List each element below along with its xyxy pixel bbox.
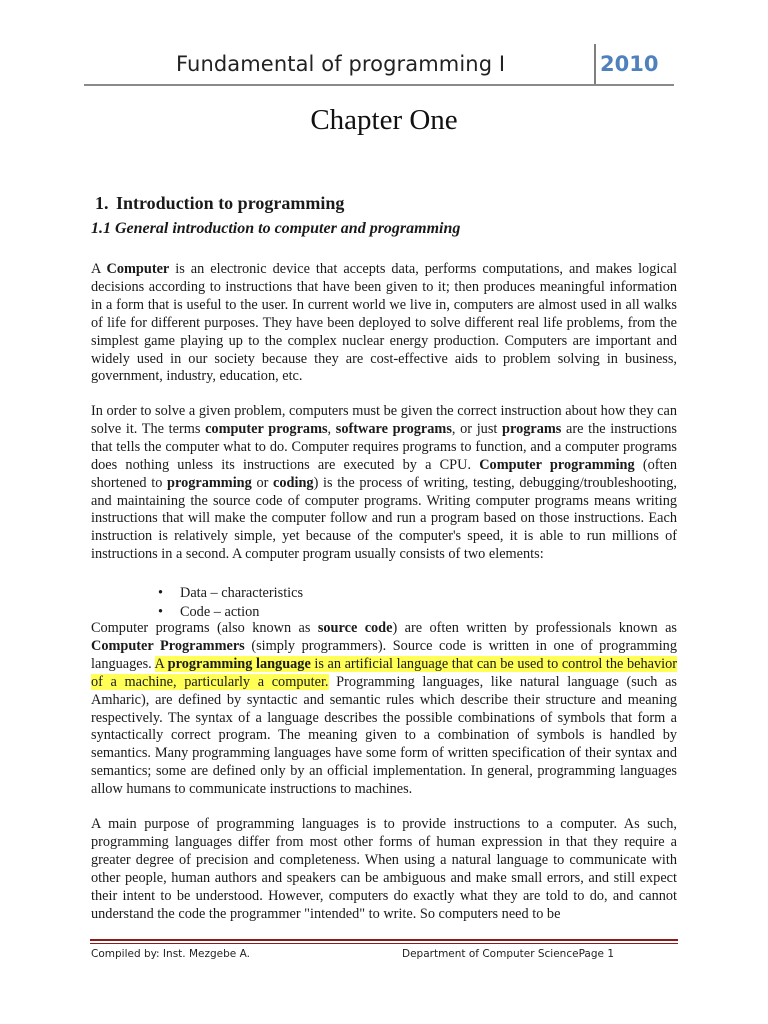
bold-term: programming language: [167, 655, 311, 672]
chapter-title: Chapter One: [310, 104, 458, 136]
paragraph-purpose: A main purpose of programming languages is to provide instructions to a computer. As such, programming languages differ from most other forms of human expression in that they require a greater degree of precision and completeness. When using a natural language to communicate with other people, human authors and speakers can be ambiguous and make small errors, and still expect their intent to be understood. However, computers do exactly what they are told to do, and cannot understand the code the programmer "intended" to write. So computers need to be: [91, 816, 677, 922]
bold-term: Computer Programmers: [91, 637, 245, 654]
highlighted-text: A programming language is an artificial language that can be used to control the behavior of a machine, particularly a computer.: [91, 655, 677, 690]
footer-department-page: Department of Computer SciencePage 1: [402, 948, 615, 960]
header-rule: [84, 84, 674, 86]
footer-rule: [90, 939, 678, 941]
bold-term: coding: [273, 474, 314, 491]
list-item-text: Data – characteristics: [180, 585, 304, 601]
bold-term: computer programs: [205, 420, 328, 437]
subsection-heading: 1.1 General introduction to computer and programming: [91, 220, 461, 237]
footer-compiled-by: Compiled by: Inst. Mezgebe A.: [91, 948, 250, 960]
bullet-icon: •: [158, 585, 164, 601]
header-box: [84, 44, 674, 86]
list-item: [158, 584, 358, 602]
header-title: Fundamental of programming I: [176, 52, 506, 76]
section-heading: Introduction to programming: [116, 193, 345, 213]
bold-term: software programs: [335, 420, 452, 437]
bold-term: programs: [502, 420, 562, 437]
bold-term: source code: [317, 620, 393, 636]
list-item: [158, 603, 358, 621]
bold-term: programming: [167, 474, 252, 491]
list-item-text: Code – action: [180, 603, 260, 620]
bullet-icon: •: [158, 603, 164, 620]
header-divider: [594, 44, 596, 86]
header-year: 2010: [600, 52, 659, 76]
bold-term: Computer programming: [479, 456, 635, 473]
paragraph-programs: In order to solve a given problem, computers must be given the correct instruction about how they can solve it. The terms computer programs, software programs, or just programs are the instructions that tells the computer what to do. Computer requires programs to function, and a computer programs does nothing unless its instructions are executed by a CPU. Computer programming (often shortened to programming or coding) is the process of writing, testing, debugging/troubleshooting, and maintaining the source code of computer programs. Writing computer programs means writing instructions that will make the computer follow and run a program based on those instructions. Each instruction is relatively simple, yet because of the computer's speed, it is able to run millions of instructions in a second. A computer program usually consists of two elements:: [91, 403, 678, 563]
footer-rule-thin: [90, 943, 678, 944]
paragraph-computer-definition: A Computer is an electronic device that accepts data, performs computations, and makes logical decisions according to instructions that have been given to it; then produces meaningful information in a form that is useful to the user. In current world we live in, computers are almost used in all walks of life for different purposes. They have been deployed to solve different real life problems, from the simplest game playing up to the complex nuclear energy production. Computers are important and widely used in our society because they are cost-effective aids to problem solving in business, government, industry, education, etc.: [91, 261, 677, 385]
bold-term: Computer: [106, 261, 170, 277]
section-number: 1.: [95, 193, 109, 213]
paragraph-source-code: Computer programs (also known as source code) are often written by professionals known as Computer Programmers (simply programmers). Source code is written in one of programming languages. A programming language is an artificial language that can be used to control the behavior of a machine, particularly a computer. Programming languages, like natural language (such as Amharic), are defined by syntactic and semantic rules which describe their structure and meaning respectively. The syntax of a language describes the possible combinations of symbols that form a syntactically correct program. The meaning given to a combination of symbols is handled by semantics. Many programming languages have some form of written specification of their syntax and semantics; some are defined only by an official implementation. In general, programming languages allow humans to communicate instructions to machines.: [91, 620, 677, 798]
